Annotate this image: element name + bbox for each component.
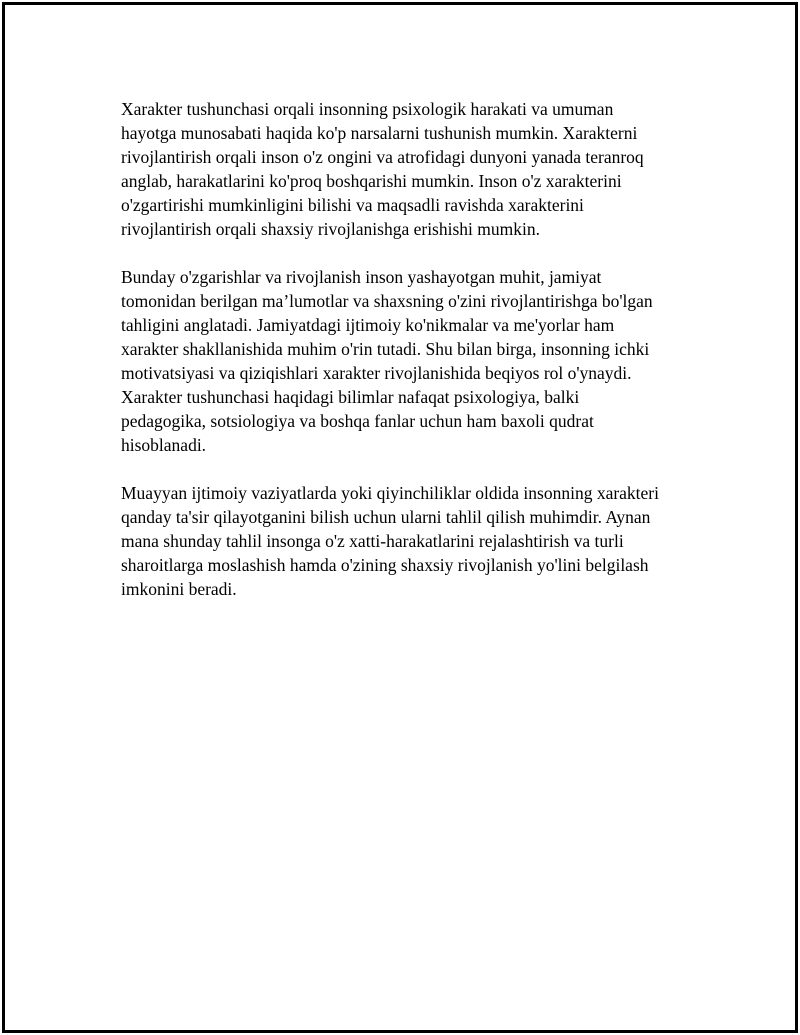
text-line: xarakter shakllanishida muhim o'rin tutadi. Shu bilan birga, insonning ichki [121,339,650,359]
text-line: tomonidan berilgan ma’lumotlar va shaxsning o'zini rivojlantirishga bo'lgan [121,291,653,311]
text-line: Muayyan ijtimoiy vaziyatlarda yoki qiyinchiliklar oldida insonning xarakteri [121,483,659,503]
text-line: Xarakter tushunchasi haqidagi bilimlar nafaqat psixologiya, balki [121,387,580,407]
text-line: Bunday o'zgarishlar va rivojlanish inson yashayotgan muhit, jamiyat [121,267,602,287]
text-line: hayotga munosabati haqida ko'p narsalarni tushunish mumkin. Xarakterni [121,123,638,143]
text-line: pedagogika, sotsiologiya va boshqa fanlar uchun ham baxoli qudrat [121,411,594,431]
text-line: o'zgartirishi mumkinligini bilishi va maqsadli ravishda xarakterini [121,195,584,215]
text-line: imkonini beradi. [121,579,237,599]
text-line: sharoitlarga moslashish hamda o'zining shaxsiy rivojlanish yo'lini belgilash [121,555,649,575]
text-line: motivatsiyasi va qiziqishlari xarakter rivojlanishida beqiyos rol o'ynaydi. [121,363,632,383]
paragraph-1 [121,97,701,241]
text-line: Xarakter tushunchasi orqali insonning psixologik harakati va umuman [121,99,614,119]
paragraph-3 [121,481,701,601]
page-frame [2,2,798,1033]
text-line: mana shunday tahlil insonga o'z xatti-harakatlarini rejalashtirish va turli [121,531,624,551]
paragraph-2 [121,265,701,457]
text-line: hisoblanadi. [121,435,207,455]
document-body [121,97,701,625]
text-line: rivojlantirish orqali shaxsiy rivojlanishga erishishi mumkin. [121,219,540,239]
text-line: rivojlantirish orqali inson o'z ongini va atrofidagi dunyoni yanada teranroq [121,147,644,167]
text-line: qanday ta'sir qilayotganini bilish uchun ularni tahlil qilish muhimdir. Aynan [121,507,651,527]
text-line: tahligini anglatadi. Jamiyatdagi ijtimoiy ko'nikmalar va me'yorlar ham [121,315,615,335]
text-line: anglab, harakatlarini ko'proq boshqarishi mumkin. Inson o'z xarakterini [121,171,622,191]
